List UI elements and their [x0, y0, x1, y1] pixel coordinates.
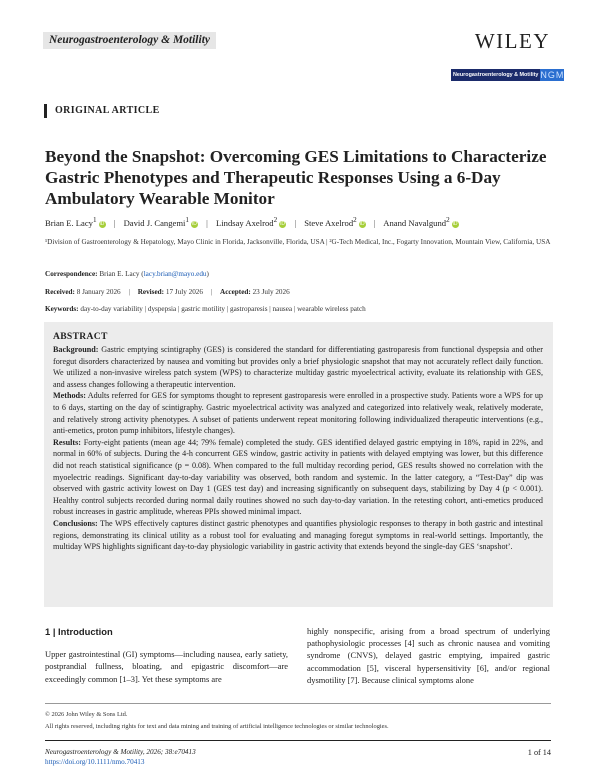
author-name[interactable]: Anand Navalgund	[383, 217, 447, 228]
author-list	[45, 216, 459, 228]
article-type-label: ORIGINAL ARTICLE	[44, 104, 160, 118]
intro-column-left	[45, 626, 288, 685]
orcid-icon[interactable]: iD	[452, 220, 458, 227]
journal-logo-acronym: NGM	[540, 70, 565, 80]
abstract-methods	[53, 390, 543, 436]
abstract-conclusions-text: The WPS effectively captures distinct gastric phenotypes and quantifies physiologic responses to therapy in both gastric and intestinal regions, demonstrating its clinical utility as a robust tool for evaluating and managing foregut symptoms in real-world settings. Importantly, the multiday WPS highlights significant day-to-day physiologic variability in gastric activity that extends beyond the single-day GES ‘snapshot’.	[53, 518, 543, 552]
orcid-icon[interactable]: iD	[192, 220, 197, 227]
author-separator: |	[294, 217, 297, 228]
received-date: 8 January 2026	[76, 288, 121, 296]
footer-divider	[45, 703, 551, 704]
author-separator: |	[206, 217, 208, 228]
abstract-background-text: Gastric emptying scintigraphy (GES) is considered the standard for differentiating gastroparesis from functional dyspepsia and other foregut disorders characterized by nausea and vomiting but provides only a brief physiologic snapshot that may not accurately reflect daily function. We utilized a non-invasive wireless patch system (WPS) to characterize multiday gastric myoelectrical activity, evaluate its relationship with GES, and assess changes following a therapeutic intervention.	[53, 345, 543, 389]
revised-label: Revised:	[137, 288, 165, 296]
abstract-results-text: Forty-eight patients (mean age 44; 79% female) completed the study. GES identified delayed gastric emptying in 18%, rapid in 22%, and normal in 60% of subjects. During the 4-h concurrent GES window, gastric activity in patients with delayed emptying was lower, but this difference did not reach statistical significance (p = 0.08). When compared to the full multiday recording period, GES results showed no correlation with the myoelectric readings. Significant day-to-day variability was observed, both random and systemic. In the latter category, a “Test-Day” dip was observed with gastric activity lowest on Day 1 (GES test day) and increasing significantly on subsequent days, stabilizing by Day 4 (p < 0.001). Healthy control subjects recorded during normal daily routines showed no such day-to-day variation. In the retesting cohort, anti-emetics produced robust increases in gastric amplitude, whereas PPIs showed minimal impact.	[53, 437, 543, 517]
accepted-label: Accepted:	[220, 288, 251, 296]
author-separator: |	[373, 217, 376, 228]
author-name[interactable]: David J. Cangemi	[123, 217, 186, 228]
correspondence-name: Brian E. Lacy (	[99, 270, 144, 278]
publisher-logo: WILEY	[474, 29, 550, 53]
revised-date: 17 July 2026	[165, 288, 203, 296]
intro-paragraph: Upper gastrointestinal (GI) symptoms—including nausea, early satiety, postprandial fullness, bloating, and epigastric discomfort—are exceedingly common [1–3]. Yet these symptoms are	[45, 649, 288, 684]
abstract-background-label: Background:	[53, 345, 99, 354]
orcid-icon[interactable]: iD	[359, 220, 365, 227]
abstract-background	[53, 344, 543, 390]
keywords-list: day-to-day variability | dyspepsia | gastric motility | gastroparesis | nausea | wearable wireless patch	[80, 305, 366, 313]
article-dates	[45, 288, 290, 296]
correspondence-label: Correspondence:	[45, 270, 98, 278]
journal-logo	[451, 69, 565, 81]
author-affiliation-sup: 1	[185, 216, 189, 224]
affiliations: ¹Division of Gastroenterology & Hepatology, Mayo Clinic in Florida, Jacksonville, Florida, USA | ²G-Tech Medical, Inc., Fogarty Innovation, Mountain View, California, USA	[45, 238, 551, 246]
accepted-date: 23 July 2026	[252, 288, 290, 296]
page-number: 1 of 14	[527, 748, 551, 757]
orcid-icon[interactable]: iD	[99, 220, 105, 227]
author-name[interactable]: Lindsay Axelrod	[216, 217, 274, 228]
abstract-box	[44, 322, 553, 607]
abstract-heading: ABSTRACT	[53, 331, 108, 342]
correspondence-close: )	[206, 270, 209, 278]
abstract-conclusions	[53, 518, 543, 553]
author-affiliation-sup: 2	[446, 216, 450, 224]
correspondence-email-link[interactable]: lacy.brian@mayo.edu	[143, 270, 207, 278]
footer-rule	[45, 740, 551, 741]
intro-column-right	[307, 625, 550, 686]
abstract-results	[53, 437, 543, 518]
received-label: Received:	[45, 288, 75, 296]
date-separator: |	[210, 288, 213, 296]
journal-citation: Neurogastroenterology & Motility, 2026; 38:e70413	[45, 748, 196, 756]
copyright: © 2026 John Wiley & Sons Ltd.	[45, 711, 128, 718]
section-heading: 1 | Introduction	[45, 626, 113, 637]
date-separator: |	[128, 288, 130, 296]
doi-link[interactable]: https://doi.org/10.1111/nmo.70413	[45, 758, 145, 766]
keywords	[45, 305, 366, 313]
abstract-conclusions-label: Conclusions:	[53, 518, 98, 528]
correspondence	[45, 270, 209, 278]
intro-paragraph-continued: highly nonspecific, arising from a broad spectrum of underlying pathophysiologic processes [4] such as chronic nausea and vomiting syndrome (CNVS), delayed gastric emptying, impaired gastric accommodation [5], visceral hypersensitivity [6], and/or regional dysmotility [7]. Because clinical symptoms alone	[307, 626, 550, 685]
rights-statement: All rights reserved, including rights for text and data mining and training of artificial intelligence technologies or similar technologies.	[45, 723, 389, 730]
journal-logo-text: Neurogastroenterology & Motility	[451, 69, 540, 81]
author-affiliation-sup: 1	[92, 216, 97, 224]
abstract-methods-text: Adults referred for GES for symptoms thought to represent gastroparesis were enrolled in a prospective study. Patients wore a WPS for up to 6 days, starting on the day of scintigraphy. Gastric myoelectrical activity was analyzed and categorized into relatively weak, relatively moderate, and relatively strong activity phenotypes. A subset of patients underwent repeat monitoring following individualized therapeutic interventions (e.g., anti-emetics, proton pump inhibitors, lifestyle changes).	[53, 391, 543, 436]
orcid-icon[interactable]: iD	[280, 220, 286, 227]
abstract-methods-label: Methods:	[53, 391, 86, 401]
author-affiliation-sup: 2	[273, 216, 278, 224]
author-name[interactable]: Steve Axelrod	[304, 217, 354, 228]
author-separator: |	[113, 217, 116, 228]
keywords-label: Keywords:	[45, 305, 79, 313]
article-title: Beyond the Snapshot: Overcoming GES Limitations to Characterize Gastric Phenotypes and Therapeutic Responses Using a 6-Day Ambulatory Wearable Monitor	[45, 147, 547, 208]
author-name[interactable]: Brian E. Lacy	[45, 217, 93, 228]
author-affiliation-sup: 2	[353, 216, 357, 224]
journal-name-tag: Neurogastroenterology & Motility	[43, 32, 216, 49]
abstract-results-label: Results:	[53, 437, 81, 447]
